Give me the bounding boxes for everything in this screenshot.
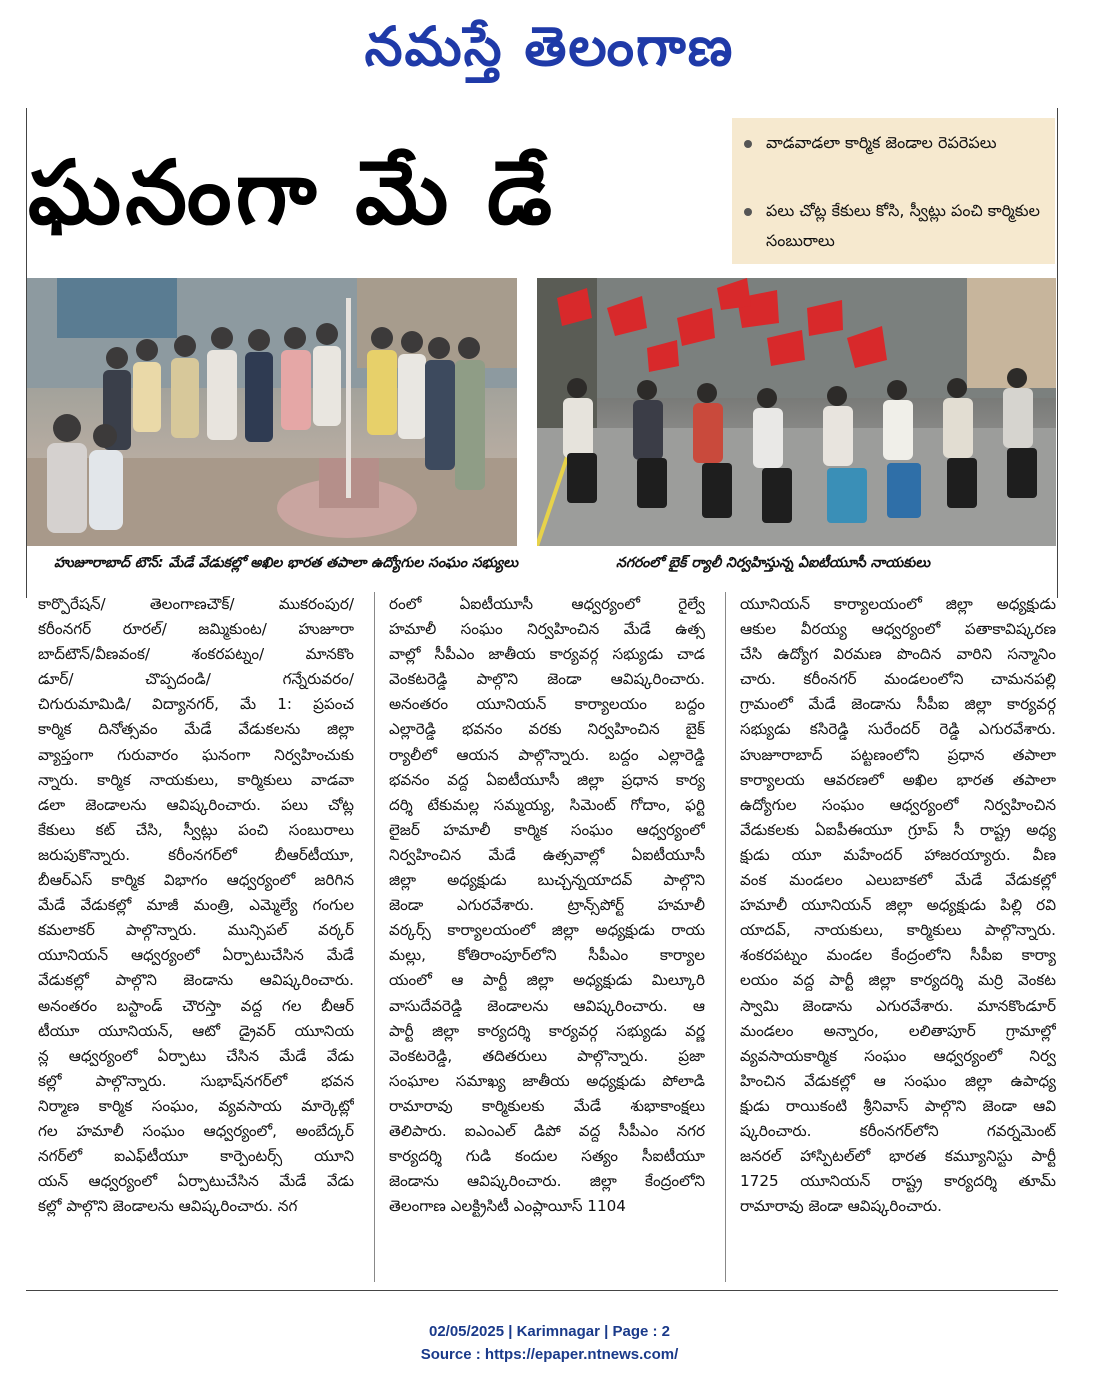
article-line: జనరల్ హాస్పిటల్‌లో భారత కమ్యూనిస్టు పార్టీ <box>740 1147 1056 1166</box>
article-line: చిగురుమామిడి/ విద్యానగర్, మే 1: ప్రపంచ <box>38 695 354 714</box>
article-line: సభ్యుడు కసిరెడ్డి సురేందర్ రెడ్డి ఎగురవేశారు. <box>740 720 1056 739</box>
article-line: యన్ ఆధ్వర్యంలో ఏర్పాటుచేసిన మేడే వేడు <box>38 1172 354 1191</box>
article-line: వర్కర్స్ కార్యాలయంలో జిల్లా అధ్యక్షుడు రాయ <box>389 921 705 940</box>
article-line: హించిన వేడుకల్లో ఆ సంఘం జిల్లా ఉపాధ్య <box>740 1071 1056 1090</box>
article-line: జరుపుకొన్నారు. కరీంనగర్‌లో బీఆర్‌టీయూ, <box>38 845 354 864</box>
article-line: కార్మిక దినోత్సవం మేడే వేడుకలను జిల్లా <box>38 720 354 739</box>
article-line: వేడుకల్లో పాల్గొని జెండాను ఆవిష్కరించారు. <box>38 971 354 990</box>
article-line: బీఆర్ఎస్ కార్మిక విభాగం ఆధ్వర్యంలో జరిగిన <box>38 871 354 890</box>
article-line: క్షుడు యూ మహేందర్ హాజరయ్యారు. వీణ <box>740 845 1056 864</box>
column-separator <box>725 592 726 1282</box>
article-line: బాద్‌టౌన్/వీణవంక/ శంకరపట్నం/ మానకొం <box>38 645 354 664</box>
article-line: కరీంనగర్ రూరల్/ జమ్మికుంట/ హుజూరా <box>38 620 354 639</box>
article-line: లయం వద్ద పార్టీ జిల్లా కార్యదర్శి మర్రి వెంకట <box>740 971 1056 990</box>
article-line: రామారావు జెండా ఆవిష్కరించారు. <box>740 1197 942 1216</box>
article-column-3 <box>740 592 1056 1219</box>
article-line: జెండాను ఆవిష్కరించారు. జిల్లా కేంద్రంలోని <box>389 1172 705 1191</box>
article-line: స్వామి జెండాను ఎగురవేశారు. మానకొండూర్ <box>740 996 1056 1015</box>
article-line: ష్కరించారు. కరీంనగర్‌లోని గవర్నమెంట్ <box>740 1121 1056 1140</box>
column-separator <box>374 592 375 1282</box>
article-line: జెండా ఎగురవేశారు. ట్రాన్స్‌పోర్ట్ హమాలీ <box>389 896 705 915</box>
article-line: యాదవ్, నాయకులు, కార్మికులు పాల్గొన్నారు. <box>740 921 1056 940</box>
footer-date-edition: 02/05/2025 | Karimnagar | Page : 2 <box>428 1323 671 1340</box>
article-line: సంఘాల సమాఖ్య జాతీయ అధ్యక్షుడు పోలాడి <box>389 1071 705 1090</box>
article-line: వ్యవసాయకార్మిక సంఘం ఆధ్వర్యంలో నిర్వ <box>740 1046 1056 1065</box>
article-line: అనంతరం బస్టాండ్ చౌరస్తా వద్ద గల బీఆర్ <box>38 996 354 1015</box>
article-line: జిల్లా అధ్యక్షుడు బుచ్చన్నయాదవ్ పాల్గొని <box>389 871 705 890</box>
photo-bike-rally <box>537 278 1056 546</box>
article-line: చారు. కరీంనగర్ మండలంలోని చామనపల్లి <box>740 670 1056 689</box>
article-line: డలా జెండాలను ఆవిష్కరించారు. పలు చోట్ల <box>38 795 354 814</box>
article-line: యూనియన్ ఆధ్వర్యంలో ఏర్పాటుచేసిన మేడే <box>38 946 354 965</box>
article-line: గల హమాలీ సంఘం ఆధ్వర్యంలో, అంబేద్కర్ <box>38 1121 354 1140</box>
highlight-item <box>766 196 1052 256</box>
photo-right-caption: నగరంలో బైక్ ర్యాలీ నిర్వహిస్తున్న ఏఐటీయూసీ నాయకులు <box>616 555 931 571</box>
bullet-icon <box>744 140 752 148</box>
article-line: శంకరపట్నం మండల కేంద్రంలోని సీపీఐ కార్యా <box>740 946 1056 965</box>
article-line: వంక మండలం ఎలుబాకలో మేడే వేడుకల్లో <box>740 871 1056 890</box>
highlight-text: పలు చోట్ల కేకులు కోసి, స్వీట్లు పంచి కార్మికుల సంబురాలు <box>766 201 1040 250</box>
article-line: మల్లు, కోతిరాంపూర్‌లోని సీపీఎం కార్యాల <box>389 946 705 965</box>
article-line: వాల్లో సీపీఎం జాతీయ కార్యవర్గ సభ్యుడు చాడ <box>389 645 705 664</box>
article-line: నగర్‌లో ఐఎఫ్‌టీయూ కార్పెంటర్స్ యూని <box>38 1147 354 1166</box>
frame-right-line <box>1057 108 1058 598</box>
article-line: నిర్మాణ కార్మిక సంఘం, వ్యవసాయ మార్కెట్లో <box>38 1096 354 1115</box>
article-line: ఎల్లారెడ్డి భవనం వరకు నిర్వహించిన బైక్ <box>389 720 705 739</box>
highlights-box <box>732 118 1055 264</box>
article-line: అనంతరం యూనియన్ కార్యాలయం బద్దం <box>389 695 705 714</box>
article-line: రంలో ఏఐటీయూసీ ఆధ్వర్యంలో రైల్వే <box>389 595 705 613</box>
article-line: వెంకటరెడ్డి, తదితరులు పాల్గొన్నారు. ప్రజా <box>389 1046 705 1065</box>
article-line: ర్యాలీలో ఆయన పాల్గొన్నారు. బద్దం ఎల్లారెడ్డి <box>389 745 705 764</box>
photo-left-caption: హుజూరాబాద్ టౌన్: మేడే వేడుకల్లో అఖిల భారత తపాలా ఉద్యోగుల సంఘం సభ్యులు <box>54 555 519 571</box>
article-line: కార్యాలయ ఆవరణలో అఖిల భారత తపాలా <box>740 770 1056 789</box>
article-line: భవనం వద్ద ఏఐటీయూసీ జిల్లా ప్రధాన కార్య <box>389 770 705 789</box>
article-line: కేకులు కట్ చేసి, స్వీట్లు పంచి సంబురాలు <box>38 820 354 839</box>
article-column-1 <box>38 592 354 1219</box>
article-line: యంలో ఆ పార్టీ జిల్లా అధ్యక్షుడు మిల్కూరి <box>389 971 705 990</box>
photo-illustration <box>27 278 517 546</box>
article-line: న్ల ఆధ్వర్యంలో ఏర్పాటు చేసిన మేడే వేడు <box>38 1046 354 1065</box>
article-line: ఆకుల వీరయ్య ఆధ్వర్యంలో పతాకావిష్కరణ <box>740 620 1056 639</box>
article-line: ఉద్యోగుల సంఘం ఆధ్వర్యంలో నిర్వహించిన <box>740 795 1056 814</box>
masthead-logo: నమస్తే తెలంగాణ <box>364 14 735 78</box>
article-line: కల్లో పాల్గొని జెండాలను ఆవిష్కరించారు. నగ <box>38 1197 298 1216</box>
article-line: తెలిపారు. ఐఎంఎల్ డిపో వద్ద సీపీఎం నగర <box>389 1121 705 1140</box>
article-line: కార్యదర్శి గుడి కందుల సత్యం సీఐటీయూ <box>389 1147 705 1166</box>
article-line: చేసి ఉద్యోగ విరమణ పొందిన వారిని సన్మానిం <box>740 645 1056 664</box>
article-line: వేడుకలకు ఏఐపీఈయూ గ్రూప్ సీ రాష్ట్ర అధ్య <box>740 820 1056 839</box>
article-line: వాసుదేవరెడ్డి జెండాలను ఆవిష్కరించారు. ఆ <box>389 996 705 1015</box>
article-headline: ఘనంగా మే డే <box>28 141 557 244</box>
article-line: టీయూ యూనియన్, ఆటో డ్రైవర్ యూనియ <box>38 1021 354 1040</box>
bottom-rule <box>26 1290 1058 1291</box>
photo-postal-union-members <box>27 278 517 546</box>
article-line: వెంకటరెడ్డి పాల్గొని జెండా ఆవిష్కరించారు. <box>389 670 705 689</box>
article-line: హమాలీ యూనియన్ జిల్లా అధ్యక్షుడు పిల్లి రవి <box>740 896 1056 915</box>
article-line: దర్శి టేకుమల్ల సమ్మయ్య, సిమెంట్ గోదాం, ఫర్టి <box>389 795 705 814</box>
highlight-text: వాడవాడలా కార్మిక జెండాల రెపరెపలు <box>766 133 997 152</box>
article-line: కల్లో పాల్గొన్నారు. సుభాష్‌నగర్‌లో భవన <box>38 1071 354 1090</box>
article-line: నిర్వహించిన మేడే ఉత్సవాల్లో ఏఐటీయూసీ <box>389 845 705 864</box>
article-column-2 <box>389 592 705 1219</box>
article-line: కార్పొరేషన్/ తెలంగాణచౌక్/ ముకరంపుర/ <box>38 595 354 613</box>
article-line: హమాలీ సంఘం నిర్వహించిన మేడే ఉత్స <box>389 620 705 639</box>
bullet-icon <box>744 208 752 216</box>
article-line: న్నారు. కార్మిక నాయకులు, కార్మికులు వాడవా <box>38 770 354 789</box>
article-line: వ్యాప్తంగా గురువారం ఘనంగా నిర్వహించుకు <box>38 745 354 764</box>
article-line: తెలంగాణ ఎలక్ట్రిసిటీ ఎంప్లాయీస్ 1104 <box>389 1197 626 1216</box>
article-line: హుజూరాబాద్ పట్టణంలోని ప్రధాన తపాలా <box>740 745 1056 764</box>
article-line: లైజర్ హమాలీ కార్మిక సంఘం ఆధ్వర్యంలో <box>389 820 705 839</box>
article-line: కమలాకర్ పాల్గొన్నారు. మున్సిపల్ వర్కర్ <box>38 921 354 940</box>
footer-source-link[interactable]: Source : https://epaper.ntnews.com/ <box>420 1346 679 1363</box>
article-line: యూనియన్ కార్యాలయంలో జిల్లా అధ్యక్షుడు <box>740 595 1056 613</box>
article-line: రామారావు కార్మికులకు మేడే శుభాకాంక్షలు <box>389 1096 705 1115</box>
article-line: క్షుడు రాయికంటి శ్రీనివాస్ పాల్గొని జెండా ఆవి <box>740 1096 1056 1115</box>
article-line: గ్రామంలో మేడే జెండాను సీపీఐ జిల్లా కార్యవర్గ <box>740 695 1056 714</box>
article-line: 1725 యూనియన్ రాష్ట్ర కార్యదర్శి తూమ్ <box>740 1172 1056 1191</box>
article-line: డూర్/ చొప్పదండి/ గన్నేరువరం/ <box>38 670 354 689</box>
highlight-item <box>766 128 1052 158</box>
article-line: పార్టీ జిల్లా కార్యదర్శి కార్యవర్గ సభ్యుడు వర్ణ <box>389 1021 705 1040</box>
photo-illustration <box>537 278 1056 546</box>
article-line: మండలం అన్నారం, లలితాపూర్ గ్రామాల్లో <box>740 1021 1056 1040</box>
article-line: మేడే వేడుకల్లో మాజీ మంత్రి, ఎమ్మెల్యే గంగుల <box>38 896 354 915</box>
